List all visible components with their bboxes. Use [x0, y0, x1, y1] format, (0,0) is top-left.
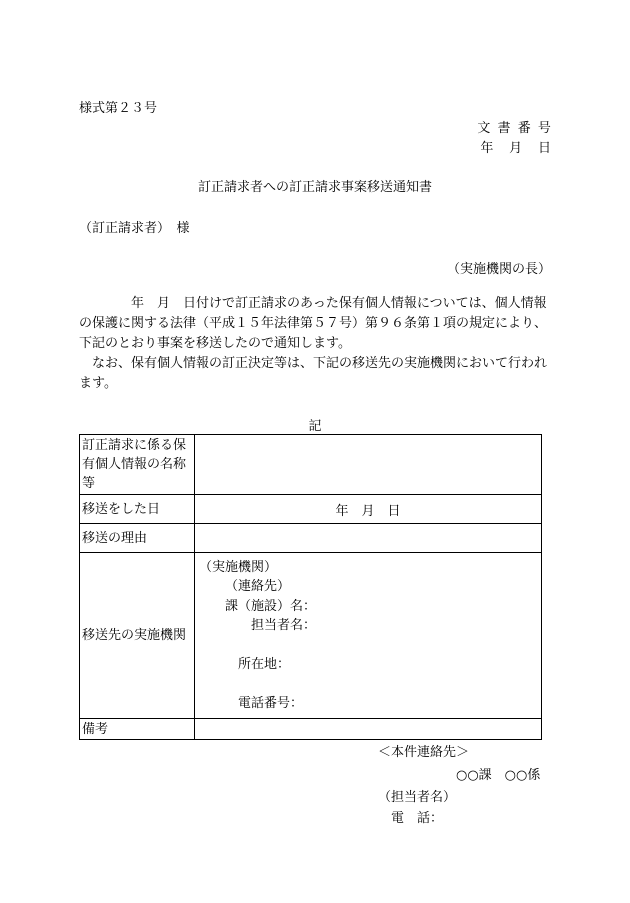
- label-record-name: 訂正請求に係る保有個人情報の名称等: [80, 435, 195, 495]
- document-number-label: 文書番号: [477, 121, 558, 136]
- table-row: [80, 495, 542, 524]
- addressee: （訂正請求者） 様: [79, 221, 190, 236]
- document-title: 訂正請求者への訂正請求事案移送通知書: [197, 180, 432, 195]
- value-transfer-date: 年 月 日: [195, 495, 542, 524]
- dest-contact: （連絡先）: [225, 579, 291, 594]
- notice-body: [79, 294, 551, 394]
- table-row: [80, 435, 542, 495]
- transfer-details-table: [79, 434, 542, 740]
- value-record-name: [195, 435, 542, 495]
- ki-heading: 記: [308, 419, 322, 434]
- contact-person: （担当者名）: [378, 790, 457, 805]
- contact-phone: 電 話：: [391, 811, 444, 826]
- contact-department: ○○課 ○○係: [456, 768, 541, 783]
- label-remarks: 備考: [80, 719, 195, 740]
- value-transfer-reason: [195, 524, 542, 553]
- dest-phone: 電話番号：: [238, 696, 304, 711]
- table-row: [80, 524, 542, 553]
- notice-paragraph-1: 年 月 日付けで訂正請求のあった保有個人情報については、個人情報の保護に関する法律（平成１５年法律第５７号）第９６条第１項の規定により、下記のとおり事案を移送したので通知します。: [79, 296, 548, 351]
- dest-spacer: [197, 675, 539, 695]
- label-destination-agency: 移送先の実施機関: [80, 553, 195, 719]
- notice-paragraph-2: なお、保有個人情報の訂正決定等は、下記の移送先の実施機関において行われます。: [79, 356, 548, 391]
- dest-section: 課（施設）名：: [225, 598, 317, 614]
- label-transfer-date: 移送をした日: [80, 495, 195, 524]
- dest-person: 担当者名：: [251, 618, 317, 633]
- label-transfer-reason: 移送の理由: [80, 524, 195, 553]
- table-row: [80, 553, 542, 719]
- dest-spacer: [197, 636, 539, 656]
- issue-date-label: 年 月 日: [480, 141, 551, 156]
- value-destination-agency: [195, 553, 542, 719]
- dest-agency: （実施機関）: [199, 559, 278, 575]
- contact-header: ＜本件連絡先＞: [378, 745, 470, 760]
- form-number: 様式第２３号: [79, 101, 158, 116]
- value-remarks: [195, 719, 542, 740]
- sender-agency-head: （実施機関の長）: [446, 262, 551, 277]
- table-row: [80, 719, 542, 740]
- dest-address: 所在地：: [238, 657, 291, 672]
